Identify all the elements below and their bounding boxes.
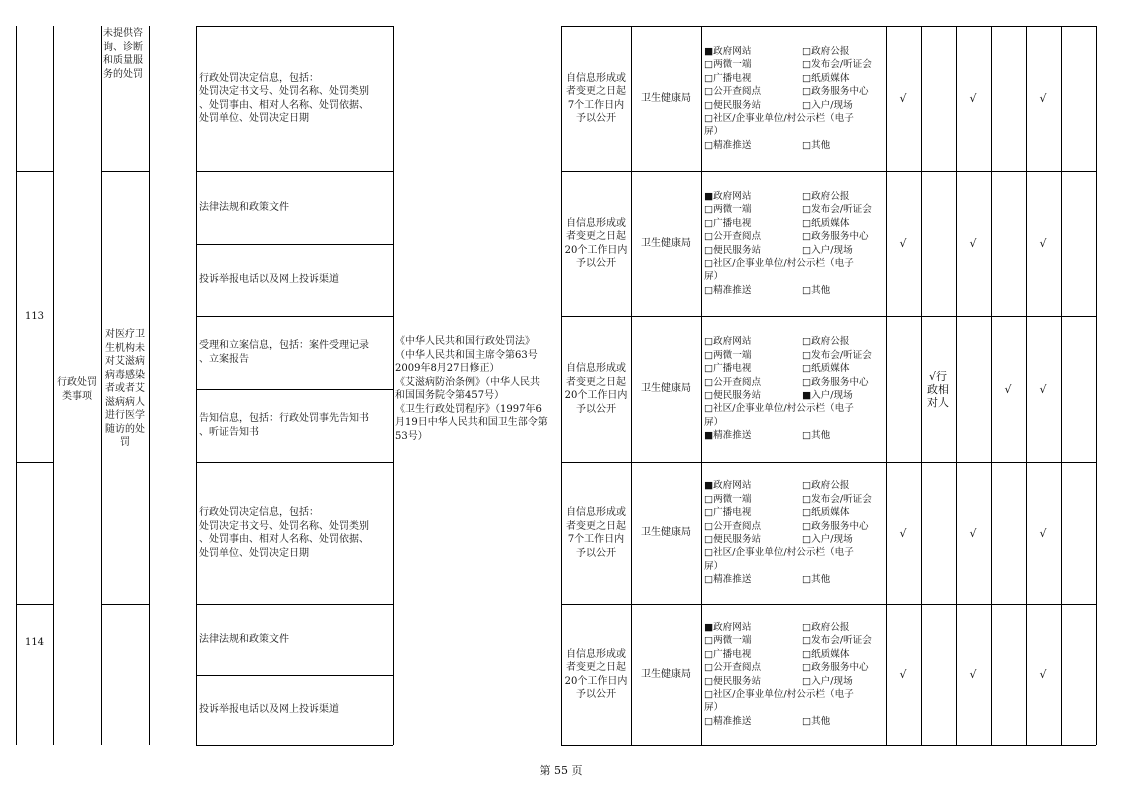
disclosure-content: 投诉举报电话以及网上投诉渠道 — [199, 704, 339, 716]
channel-option: □公开查阅点 — [704, 86, 762, 98]
channel-option: □精准推送 — [704, 715, 752, 727]
row-rule — [561, 316, 1096, 317]
legal-basis: 《中华人民共和国行政处罚法》 （中华人民共和国主席令第63号 2009年8月27日修正） 《艾滋病防治条例》（中华人民共 和国国务院令第457号） 《卫生行政处罚程序》（1997年6 月19日中华人民共和国卫生部令第 53号） — [395, 336, 548, 442]
row-rule — [16, 604, 53, 605]
channel-option: □政务服务中心 — [802, 520, 869, 532]
channel-option: □政务服务中心 — [802, 231, 869, 243]
row-rule — [196, 675, 393, 676]
channel-option: □广播电视 — [704, 648, 752, 660]
channel-option: □公开查阅点 — [704, 376, 762, 388]
column-rule — [956, 26, 957, 745]
row-rule — [561, 604, 1096, 605]
channel-option: □其他 — [802, 139, 831, 151]
channel-option: □发布会/听证会 — [802, 349, 872, 361]
row-rule — [196, 389, 393, 390]
row-rule — [196, 244, 393, 245]
item-number-113: 113 — [24, 310, 45, 322]
row-rule — [561, 26, 1096, 27]
channel-option: □纸质媒体 — [802, 72, 850, 84]
check-mark: √ — [969, 92, 977, 105]
channel-option: □精准推送 — [704, 574, 752, 586]
check-mark: √ — [969, 237, 977, 250]
item-category: 行政处罚 类事项 — [57, 377, 97, 402]
item-title-113: 对医疗卫 生机构未 对艾滋病 病毒感染 者或者艾 滋病病人 进行医学 随访的处 罚 — [105, 329, 145, 448]
disclosure-content: 告知信息，包括：行政处罚事先告知书 、听证告知书 — [199, 413, 369, 438]
column-rule — [1096, 26, 1097, 745]
check-mark: √ — [1039, 668, 1047, 681]
channel-option: □精准推送 — [704, 284, 752, 296]
channel-option: □其他 — [802, 715, 831, 727]
channel-option: □纸质媒体 — [802, 217, 850, 229]
channel-option: □政府公报 — [802, 480, 850, 492]
column-rule — [393, 26, 394, 745]
channel-option: ■政府网站 — [704, 621, 752, 633]
row-rule — [561, 462, 1096, 463]
channel-option: □两微一端 — [704, 349, 752, 361]
channel-option: □精准推送 — [704, 139, 752, 151]
channel-option: □入户/现场 — [802, 675, 853, 687]
channel-option: □公开查阅点 — [704, 662, 762, 674]
check-mark: √ — [899, 92, 907, 105]
time-limit: 自信息形成或 者变更之日起 20个工作日内 予以公开 — [564, 648, 628, 700]
channel-option: ■精准推送 — [704, 430, 752, 442]
time-limit: 自信息形成或 者变更之日起 7个工作日内 予以公开 — [566, 72, 626, 124]
row-rule — [561, 745, 1096, 746]
channel-option: □公开查阅点 — [704, 231, 762, 243]
column-rule — [196, 26, 197, 745]
row-rule — [16, 171, 53, 172]
disclosure-content: 法律法规和政策文件 — [199, 633, 289, 645]
column-rule — [1061, 26, 1062, 745]
disclosure-content: 行政处罚决定信息，包括： 处罚决定书文号、处罚名称、处罚类别 、处罚事由、相对人名称、处罚依据、 处罚单位、处罚决定日期 — [199, 507, 369, 559]
responsible-department: 卫生健康局 — [641, 92, 691, 104]
channel-option: □其他 — [802, 284, 831, 296]
channel-option: □政府公报 — [802, 336, 850, 348]
channel-option: ■政府网站 — [704, 45, 752, 57]
time-limit: 自信息形成或 者变更之日起 20个工作日内 予以公开 — [564, 363, 628, 415]
check-mark: √ — [899, 668, 907, 681]
column-rule — [149, 26, 150, 745]
channel-option: □政府公报 — [802, 621, 850, 633]
item-title-continued: 未提供咨 询、诊断 和质量服 务的处罚 — [103, 28, 143, 80]
check-mark: √ — [899, 526, 907, 540]
channel-option: □公开查阅点 — [704, 520, 762, 532]
channel-option: □两微一端 — [704, 493, 752, 505]
channel-option: □社区/企事业单位/村公示栏（电子 屏） — [704, 688, 854, 714]
channel-option: □入户/现场 — [802, 244, 853, 256]
responsible-department: 卫生健康局 — [641, 527, 691, 539]
row-rule — [196, 171, 393, 172]
check-mark: √行 政相 对人 — [927, 369, 949, 409]
channel-option: □便民服务站 — [704, 244, 762, 256]
channel-option: □广播电视 — [704, 507, 752, 519]
check-mark: √ — [899, 237, 907, 250]
channel-option: □两微一端 — [704, 59, 752, 71]
check-mark: √ — [1039, 382, 1047, 396]
column-rule — [701, 26, 702, 745]
channel-option: ■政府网站 — [704, 480, 752, 492]
time-limit: 自信息形成或 者变更之日起 20个工作日内 予以公开 — [564, 217, 628, 269]
check-mark: √ — [1004, 382, 1012, 396]
check-mark: √ — [1039, 92, 1047, 105]
channel-option: □政务服务中心 — [802, 376, 869, 388]
channel-option: ■入户/现场 — [802, 390, 853, 401]
disclosure-content: 法律法规和政策文件 — [199, 201, 289, 213]
disclosure-content: 行政处罚决定信息，包括： 处罚决定书文号、处罚名称、处罚类别 、处罚事由、相对人名称、处罚依据、 处罚单位、处罚决定日期 — [199, 72, 369, 124]
channel-option: □政务服务中心 — [802, 86, 869, 98]
row-rule — [196, 462, 393, 463]
row-rule — [561, 171, 1096, 172]
channel-option: □政务服务中心 — [802, 662, 869, 674]
channel-option: □便民服务站 — [704, 675, 762, 687]
channel-option: □入户/现场 — [802, 99, 853, 111]
channel-option: □入户/现场 — [802, 534, 853, 545]
channel-option: □其他 — [802, 574, 831, 586]
responsible-department: 卫生健康局 — [641, 668, 691, 680]
row-rule — [16, 462, 53, 463]
channel-option: □便民服务站 — [704, 534, 762, 545]
channel-option: □社区/企事业单位/村公示栏（电子 屏） — [704, 112, 854, 138]
channel-option: □两微一端 — [704, 204, 752, 216]
channel-option: □发布会/听证会 — [802, 635, 872, 647]
channel-option: □广播电视 — [704, 72, 752, 84]
channel-option: □发布会/听证会 — [802, 493, 872, 505]
channel-option: □便民服务站 — [704, 99, 762, 111]
responsible-department: 卫生健康局 — [641, 383, 691, 395]
responsible-department: 卫生健康局 — [641, 237, 691, 249]
check-mark: √ — [969, 526, 977, 540]
check-mark: √ — [1039, 526, 1047, 540]
channel-option: □纸质媒体 — [802, 648, 850, 660]
item-number-114: 114 — [24, 637, 45, 648]
row-rule — [196, 745, 393, 746]
channel-option: □政府公报 — [802, 190, 850, 202]
channel-option: □其他 — [802, 430, 831, 442]
channel-option: □发布会/听证会 — [802, 204, 872, 216]
channel-option: □便民服务站 — [704, 390, 762, 401]
disclosure-content: 投诉举报电话以及网上投诉渠道 — [199, 274, 339, 286]
row-rule — [196, 316, 393, 317]
channel-option: □政府公报 — [802, 45, 850, 57]
row-rule — [101, 171, 149, 172]
page-footer: 第 55 页 — [539, 764, 583, 777]
channel-option: □政府网站 — [704, 336, 752, 348]
channel-option: □纸质媒体 — [802, 507, 850, 519]
row-rule — [196, 26, 393, 27]
channel-option: □两微一端 — [704, 635, 752, 647]
channel-option: □社区/企事业单位/村公示栏（电子 屏） — [704, 403, 854, 428]
channel-option: □纸质媒体 — [802, 363, 850, 375]
row-rule — [101, 604, 149, 605]
check-mark: √ — [969, 668, 977, 681]
channel-option: □社区/企事业单位/村公示栏（电子 屏） — [704, 547, 854, 572]
row-rule — [196, 604, 393, 605]
channel-option: ■政府网站 — [704, 190, 752, 202]
column-rule — [886, 26, 887, 745]
disclosure-content: 受理和立案信息，包括：案件受理记录 、立案报告 — [199, 340, 369, 365]
channel-option: □广播电视 — [704, 217, 752, 229]
channel-option: □发布会/听证会 — [802, 59, 872, 71]
check-mark: √ — [1039, 237, 1047, 250]
channel-option: □社区/企事业单位/村公示栏（电子 屏） — [704, 257, 854, 283]
time-limit: 自信息形成或 者变更之日起 7个工作日内 予以公开 — [566, 507, 626, 559]
channel-option: □广播电视 — [704, 363, 752, 375]
